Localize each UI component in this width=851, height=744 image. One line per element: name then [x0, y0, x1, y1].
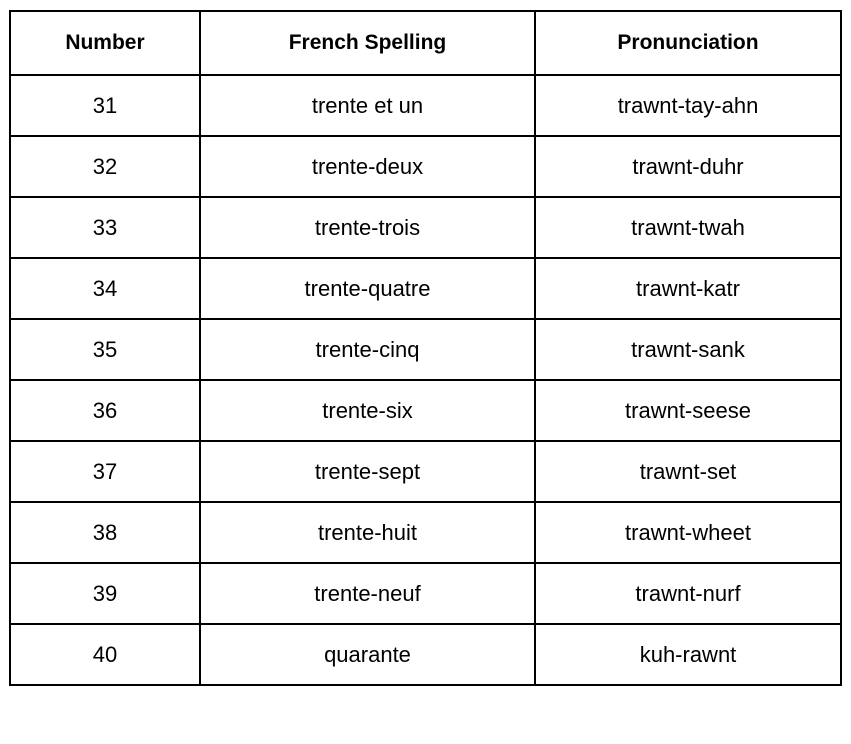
pronunciation-cell: trawnt-set	[535, 441, 841, 502]
french-spelling-cell: trente-trois	[200, 197, 535, 258]
table-header-row	[10, 11, 841, 75]
pronunciation-cell: trawnt-nurf	[535, 563, 841, 624]
pronunciation-cell: trawnt-katr	[535, 258, 841, 319]
french-spelling-cell: trente-quatre	[200, 258, 535, 319]
table-row	[10, 258, 841, 319]
french-spelling-cell: trente-huit	[200, 502, 535, 563]
header-number: Number	[10, 11, 200, 75]
header-french-spelling: French Spelling	[200, 11, 535, 75]
table-row	[10, 624, 841, 685]
table-row	[10, 441, 841, 502]
table-row	[10, 563, 841, 624]
number-cell: 40	[10, 624, 200, 685]
number-cell: 37	[10, 441, 200, 502]
french-spelling-cell: trente-six	[200, 380, 535, 441]
pronunciation-cell: trawnt-wheet	[535, 502, 841, 563]
table-row	[10, 197, 841, 258]
table-row	[10, 319, 841, 380]
header-pronunciation: Pronunciation	[535, 11, 841, 75]
pronunciation-cell: trawnt-tay-ahn	[535, 75, 841, 136]
number-cell: 36	[10, 380, 200, 441]
french-spelling-cell: trente et un	[200, 75, 535, 136]
french-spelling-cell: trente-sept	[200, 441, 535, 502]
french-numbers-table	[9, 10, 842, 686]
number-cell: 35	[10, 319, 200, 380]
french-spelling-cell: trente-cinq	[200, 319, 535, 380]
french-spelling-cell: quarante	[200, 624, 535, 685]
number-cell: 38	[10, 502, 200, 563]
number-cell: 39	[10, 563, 200, 624]
table-row	[10, 502, 841, 563]
french-spelling-cell: trente-neuf	[200, 563, 535, 624]
pronunciation-cell: trawnt-twah	[535, 197, 841, 258]
pronunciation-cell: trawnt-duhr	[535, 136, 841, 197]
pronunciation-cell: trawnt-sank	[535, 319, 841, 380]
french-spelling-cell: trente-deux	[200, 136, 535, 197]
number-cell: 33	[10, 197, 200, 258]
number-cell: 31	[10, 75, 200, 136]
number-cell: 34	[10, 258, 200, 319]
table-row	[10, 136, 841, 197]
table-row	[10, 380, 841, 441]
table-row	[10, 75, 841, 136]
pronunciation-cell: kuh-rawnt	[535, 624, 841, 685]
pronunciation-cell: trawnt-seese	[535, 380, 841, 441]
number-cell: 32	[10, 136, 200, 197]
